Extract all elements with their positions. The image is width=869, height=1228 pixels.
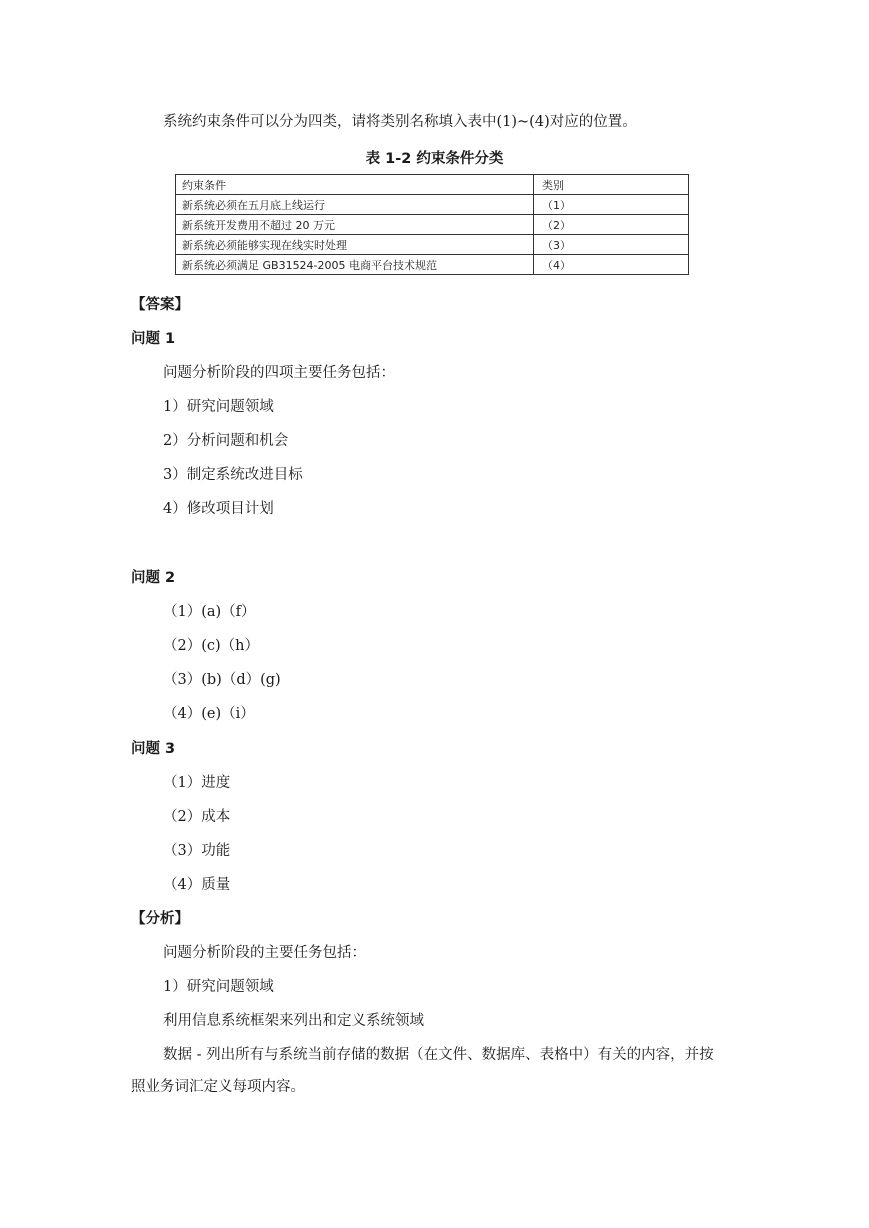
table-row bbox=[176, 195, 689, 215]
q1-item: 3）制定系统改进目标 bbox=[163, 467, 303, 483]
q3-heading: 问题 3 bbox=[131, 741, 176, 757]
q2-item: （1）(a)（f） bbox=[163, 604, 256, 620]
header-category: 类别 bbox=[534, 175, 689, 195]
analysis-line: 照业务词汇定义每项内容。 bbox=[131, 1079, 305, 1095]
category-cell: （2） bbox=[534, 215, 689, 235]
q2-item: （3）(b)（d）(g) bbox=[163, 672, 281, 688]
constraint-cell: 新系统必须满足 GB31524-2005 电商平台技术规范 bbox=[176, 255, 534, 275]
constraint-cell: 新系统必须在五月底上线运行 bbox=[176, 195, 534, 215]
category-cell: （3） bbox=[534, 235, 689, 255]
q3-item: （3）功能 bbox=[163, 843, 231, 859]
constraint-table bbox=[175, 174, 689, 275]
analysis-line: 1）研究问题领域 bbox=[163, 979, 274, 995]
constraint-cell: 新系统开发费用不超过 20 万元 bbox=[176, 215, 534, 235]
table-title: 表 1-2 约束条件分类 bbox=[365, 151, 504, 167]
q2-item: （4）(e)（i） bbox=[163, 706, 255, 722]
table-header-row bbox=[176, 175, 689, 195]
intro-text: 系统约束条件可以分为四类，请将类别名称填入表中(1)~(4)对应的位置。 bbox=[163, 114, 637, 130]
table-row bbox=[176, 235, 689, 255]
q3-item: （4）质量 bbox=[163, 877, 231, 893]
q1-intro: 问题分析阶段的四项主要任务包括： bbox=[163, 365, 395, 381]
category-cell: （1） bbox=[534, 195, 689, 215]
table-row bbox=[176, 215, 689, 235]
q3-item: （1）进度 bbox=[163, 775, 231, 791]
q1-heading: 问题 1 bbox=[131, 331, 176, 347]
analysis-line: 数据 - 列出所有与系统当前存储的数据（在文件、数据库、表格中）有关的内容，并按 bbox=[163, 1047, 714, 1063]
q1-item: 1）研究问题领域 bbox=[163, 399, 274, 415]
q2-item: （2）(c)（h） bbox=[163, 638, 259, 654]
constraint-cell: 新系统必须能够实现在线实时处理 bbox=[176, 235, 534, 255]
q3-item: （2）成本 bbox=[163, 809, 231, 825]
q1-item: 4）修改项目计划 bbox=[163, 501, 274, 517]
category-cell: （4） bbox=[534, 255, 689, 275]
analysis-line: 利用信息系统框架来列出和定义系统领域 bbox=[163, 1013, 424, 1029]
analysis-line: 问题分析阶段的主要任务包括： bbox=[163, 945, 366, 961]
q1-item: 2）分析问题和机会 bbox=[163, 433, 289, 449]
answer-heading: 【答案】 bbox=[131, 297, 189, 313]
analysis-heading: 【分析】 bbox=[131, 911, 189, 927]
header-constraint: 约束条件 bbox=[176, 175, 534, 195]
q2-heading: 问题 2 bbox=[131, 570, 176, 586]
table-row bbox=[176, 255, 689, 275]
